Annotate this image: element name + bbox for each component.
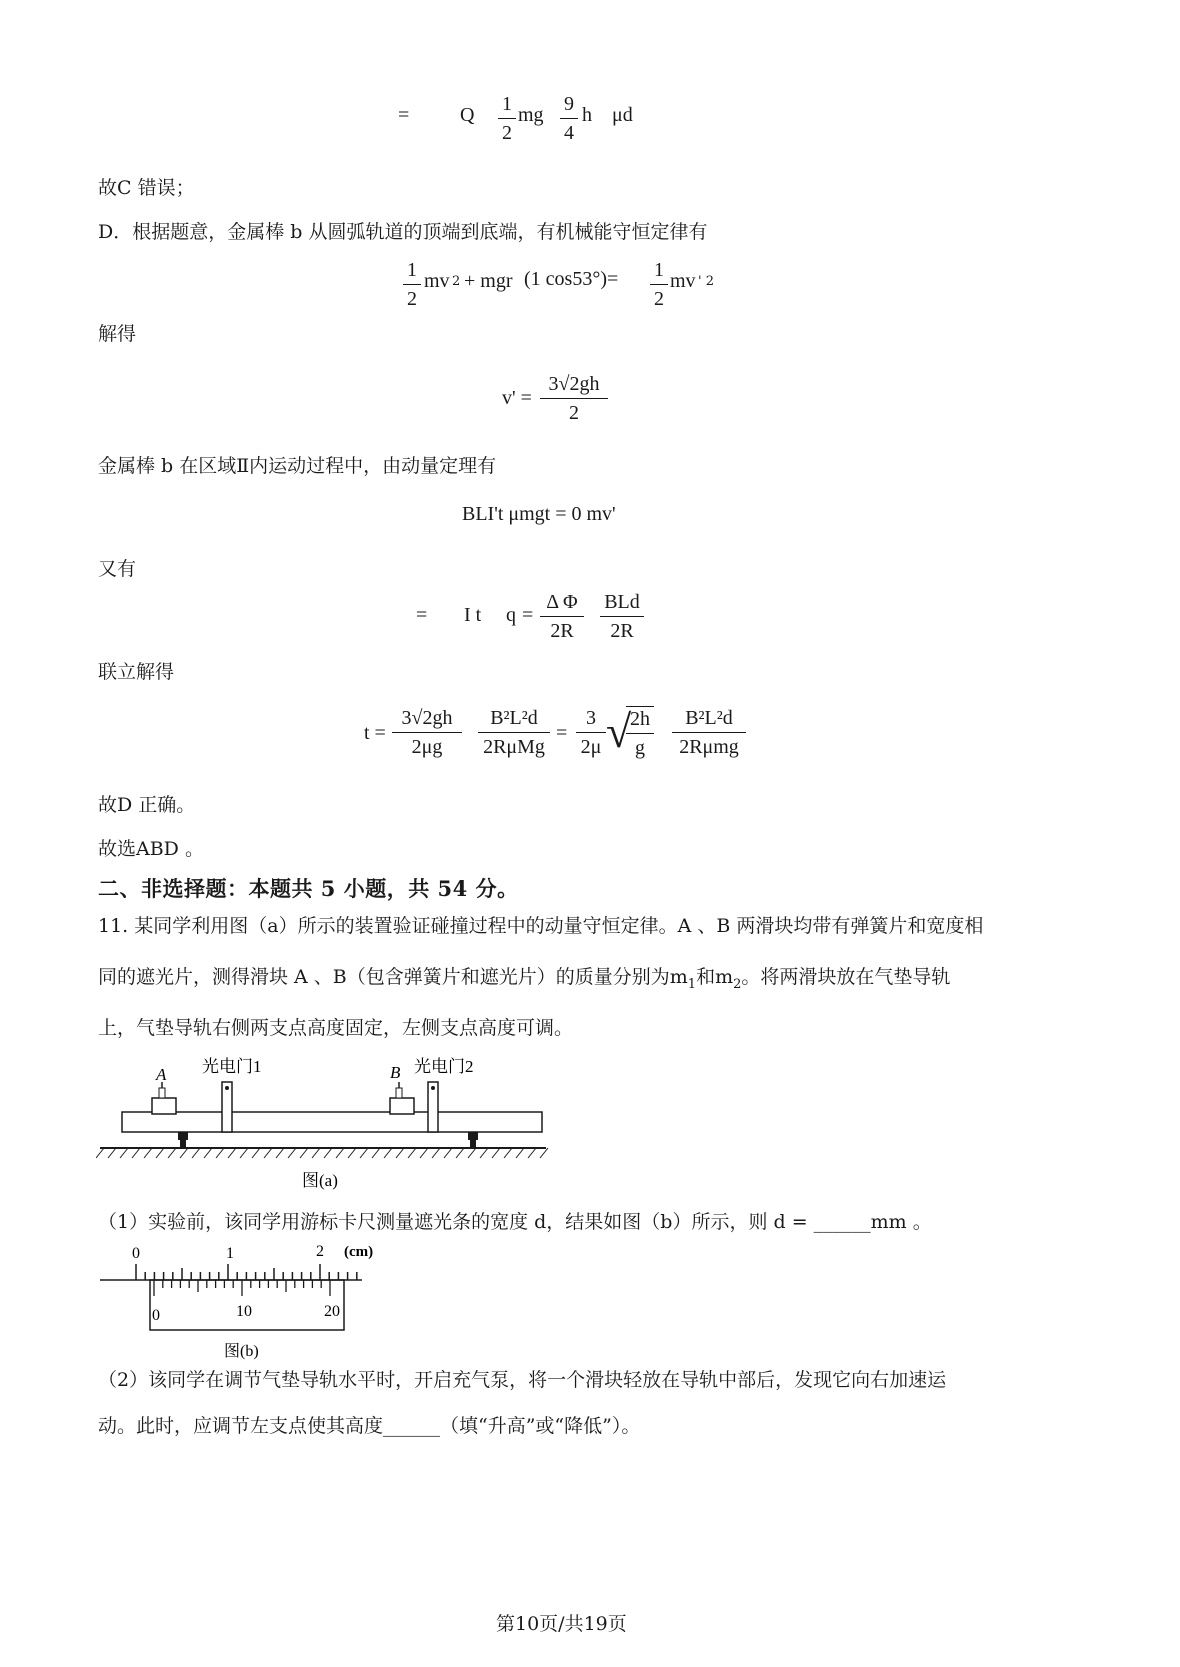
label-gate1: 光电门1 — [202, 1057, 262, 1076]
word-and: 和 — [696, 966, 716, 988]
q11-line2-text: 同的遮光片，测得滑块 A 、B（包含弹簧片和遮光片）的质量分别为 — [98, 966, 670, 988]
radical-sign: √ — [606, 706, 632, 757]
fraction-half — [403, 258, 421, 311]
denominator: 2R — [610, 620, 634, 642]
fraction-half-2 — [650, 258, 668, 311]
denominator: 2Rμmg — [679, 736, 739, 758]
numerator: BLd — [604, 591, 640, 613]
denominator: 2R — [550, 620, 574, 642]
fraction-term2 — [478, 706, 550, 759]
q11-line1: 11. 某同学利用图（a）所示的装置验证碰撞过程中的动量守恒定律。A 、B 两滑块均带有弹簧片和宽度相 — [98, 915, 984, 937]
vernier-label-0: 0 — [152, 1307, 160, 1324]
eq-sign: = — [398, 104, 410, 126]
mass-m2-sub: 2 — [733, 976, 742, 992]
eq-mv-prime: mv — [670, 270, 696, 292]
page-footer: 第10页/共19页 — [496, 1613, 627, 1635]
main-scale — [100, 1264, 362, 1280]
numerator: B²L²d — [685, 707, 733, 729]
eq-equals: = — [522, 604, 534, 626]
main-unit: (cm) — [344, 1244, 374, 1260]
q11-part2-line1: （2）该同学在调节气垫导轨水平时，开启充气泵，将一个滑块轻放在导轨中部后，发现它向右加速运 — [98, 1369, 947, 1391]
denominator: g — [635, 737, 645, 759]
equation-impulse: BLI't μmgt = 0 mv' — [462, 503, 616, 525]
fraction-term3 — [576, 706, 606, 759]
numerator: 1 — [502, 93, 512, 115]
denominator: 2 — [569, 402, 579, 424]
main-label-2: 2 — [316, 1243, 324, 1260]
figure-a-air-track — [96, 1052, 566, 1192]
paragraph-d-intro: D．根据题意，金属棒 b 从圆弧轨道的顶端到底端，有机械能守恒定律有 — [98, 221, 708, 243]
vernier-label-10: 10 — [236, 1303, 252, 1320]
section-heading: 二、非选择题：本题共 5 小题，共 54 分。 — [98, 876, 519, 901]
eq-h: h — [582, 104, 592, 126]
eq-mv: mv — [424, 270, 450, 292]
eq-sign: = — [416, 604, 428, 626]
paragraph-also: 又有 — [98, 558, 137, 580]
photogate-2 — [428, 1082, 438, 1132]
denominator: 2RμMg — [483, 736, 545, 758]
main-label-0: 0 — [132, 1245, 140, 1262]
mass-m1: m — [669, 966, 688, 988]
fraction-bld — [600, 590, 644, 643]
numerator: 3 — [586, 707, 596, 729]
q11-line2-tail: 。将两滑块放在气垫导轨 — [741, 966, 951, 988]
eq-sup-2: 2 — [452, 274, 461, 289]
track-rail — [122, 1112, 542, 1132]
numerator: B²L²d — [490, 707, 538, 729]
fraction-term4 — [672, 706, 746, 759]
eq-v-prime: v' = — [502, 387, 532, 409]
fraction-nine-fourths — [560, 92, 578, 145]
eq-q: q — [506, 604, 516, 626]
eq-symbol-q: Q — [460, 104, 475, 126]
caption-b: 图(b) — [224, 1343, 259, 1360]
right-support — [468, 1132, 478, 1148]
eq-it: I t — [464, 604, 482, 626]
denominator: 2μ — [580, 736, 602, 758]
denominator: 2 — [502, 122, 512, 144]
eq-sup-prime-2: ' 2 — [698, 274, 714, 289]
denominator: 4 — [564, 122, 574, 144]
paragraph-d-correct: 故D 正确。 — [98, 794, 196, 816]
numerator: 3√2gh — [548, 373, 600, 395]
eq-mg: mg — [518, 104, 544, 126]
paragraph-combine: 联立解得 — [98, 661, 175, 683]
paragraph-solve: 解得 — [98, 323, 137, 345]
numerator: 9 — [564, 93, 574, 115]
label-a: A — [156, 1065, 167, 1084]
numerator: 1 — [654, 259, 664, 281]
eq-mu-d: μd — [612, 104, 633, 126]
mass-m2: m — [715, 966, 734, 988]
slider-b — [390, 1082, 414, 1114]
main-label-1: 1 — [226, 1245, 234, 1262]
paragraph-momentum: 金属棒 b 在区域Ⅱ内运动过程中，由动量定理有 — [98, 455, 497, 477]
eq-t: t = — [364, 722, 386, 744]
denominator: 2μg — [411, 736, 443, 758]
label-gate2: 光电门2 — [414, 1057, 474, 1076]
fraction-radical — [626, 706, 654, 760]
left-support — [178, 1132, 188, 1148]
slider-a — [152, 1082, 176, 1114]
mass-m1-sub: 1 — [687, 976, 697, 992]
denominator: 2 — [654, 288, 664, 310]
q11-part1: （1）实验前，该同学用游标卡尺测量遮光条的宽度 d，结果如图（b）所示，则 d = ______mm 。 — [98, 1211, 932, 1233]
q11-part2-line2: 动。此时，应调节左支点使其高度______（填“升高”或“降低”）。 — [98, 1415, 641, 1437]
numerator: 1 — [407, 259, 417, 281]
fraction-flux — [540, 590, 584, 643]
q11-line2 — [98, 965, 950, 997]
denominator: 2 — [407, 288, 417, 310]
numerator: 3√2gh — [401, 707, 453, 729]
ground — [96, 1148, 548, 1158]
label-b: B — [390, 1063, 401, 1082]
fraction-half — [498, 92, 516, 145]
fraction-velocity — [540, 372, 608, 425]
figure-b-vernier — [96, 1240, 396, 1368]
eq-equals: = — [556, 722, 568, 744]
paragraph-c-wrong: 故C 错误； — [98, 177, 195, 199]
caption-a: 图(a) — [302, 1171, 338, 1190]
q11-line3: 上，气垫导轨右侧两支点高度固定，左侧支点高度可调。 — [98, 1017, 574, 1039]
numerator: Δ Φ — [546, 591, 578, 613]
fraction-term1 — [392, 706, 462, 759]
photogate-1 — [222, 1082, 232, 1132]
vernier-label-20: 20 — [324, 1303, 340, 1320]
eq-plus-mgr: + mgr — [464, 270, 513, 292]
numerator: 2h — [630, 708, 650, 730]
paragraph-answer: 故选ABD 。 — [98, 838, 204, 860]
eq-paren: (1 cos53°)= — [524, 268, 619, 290]
